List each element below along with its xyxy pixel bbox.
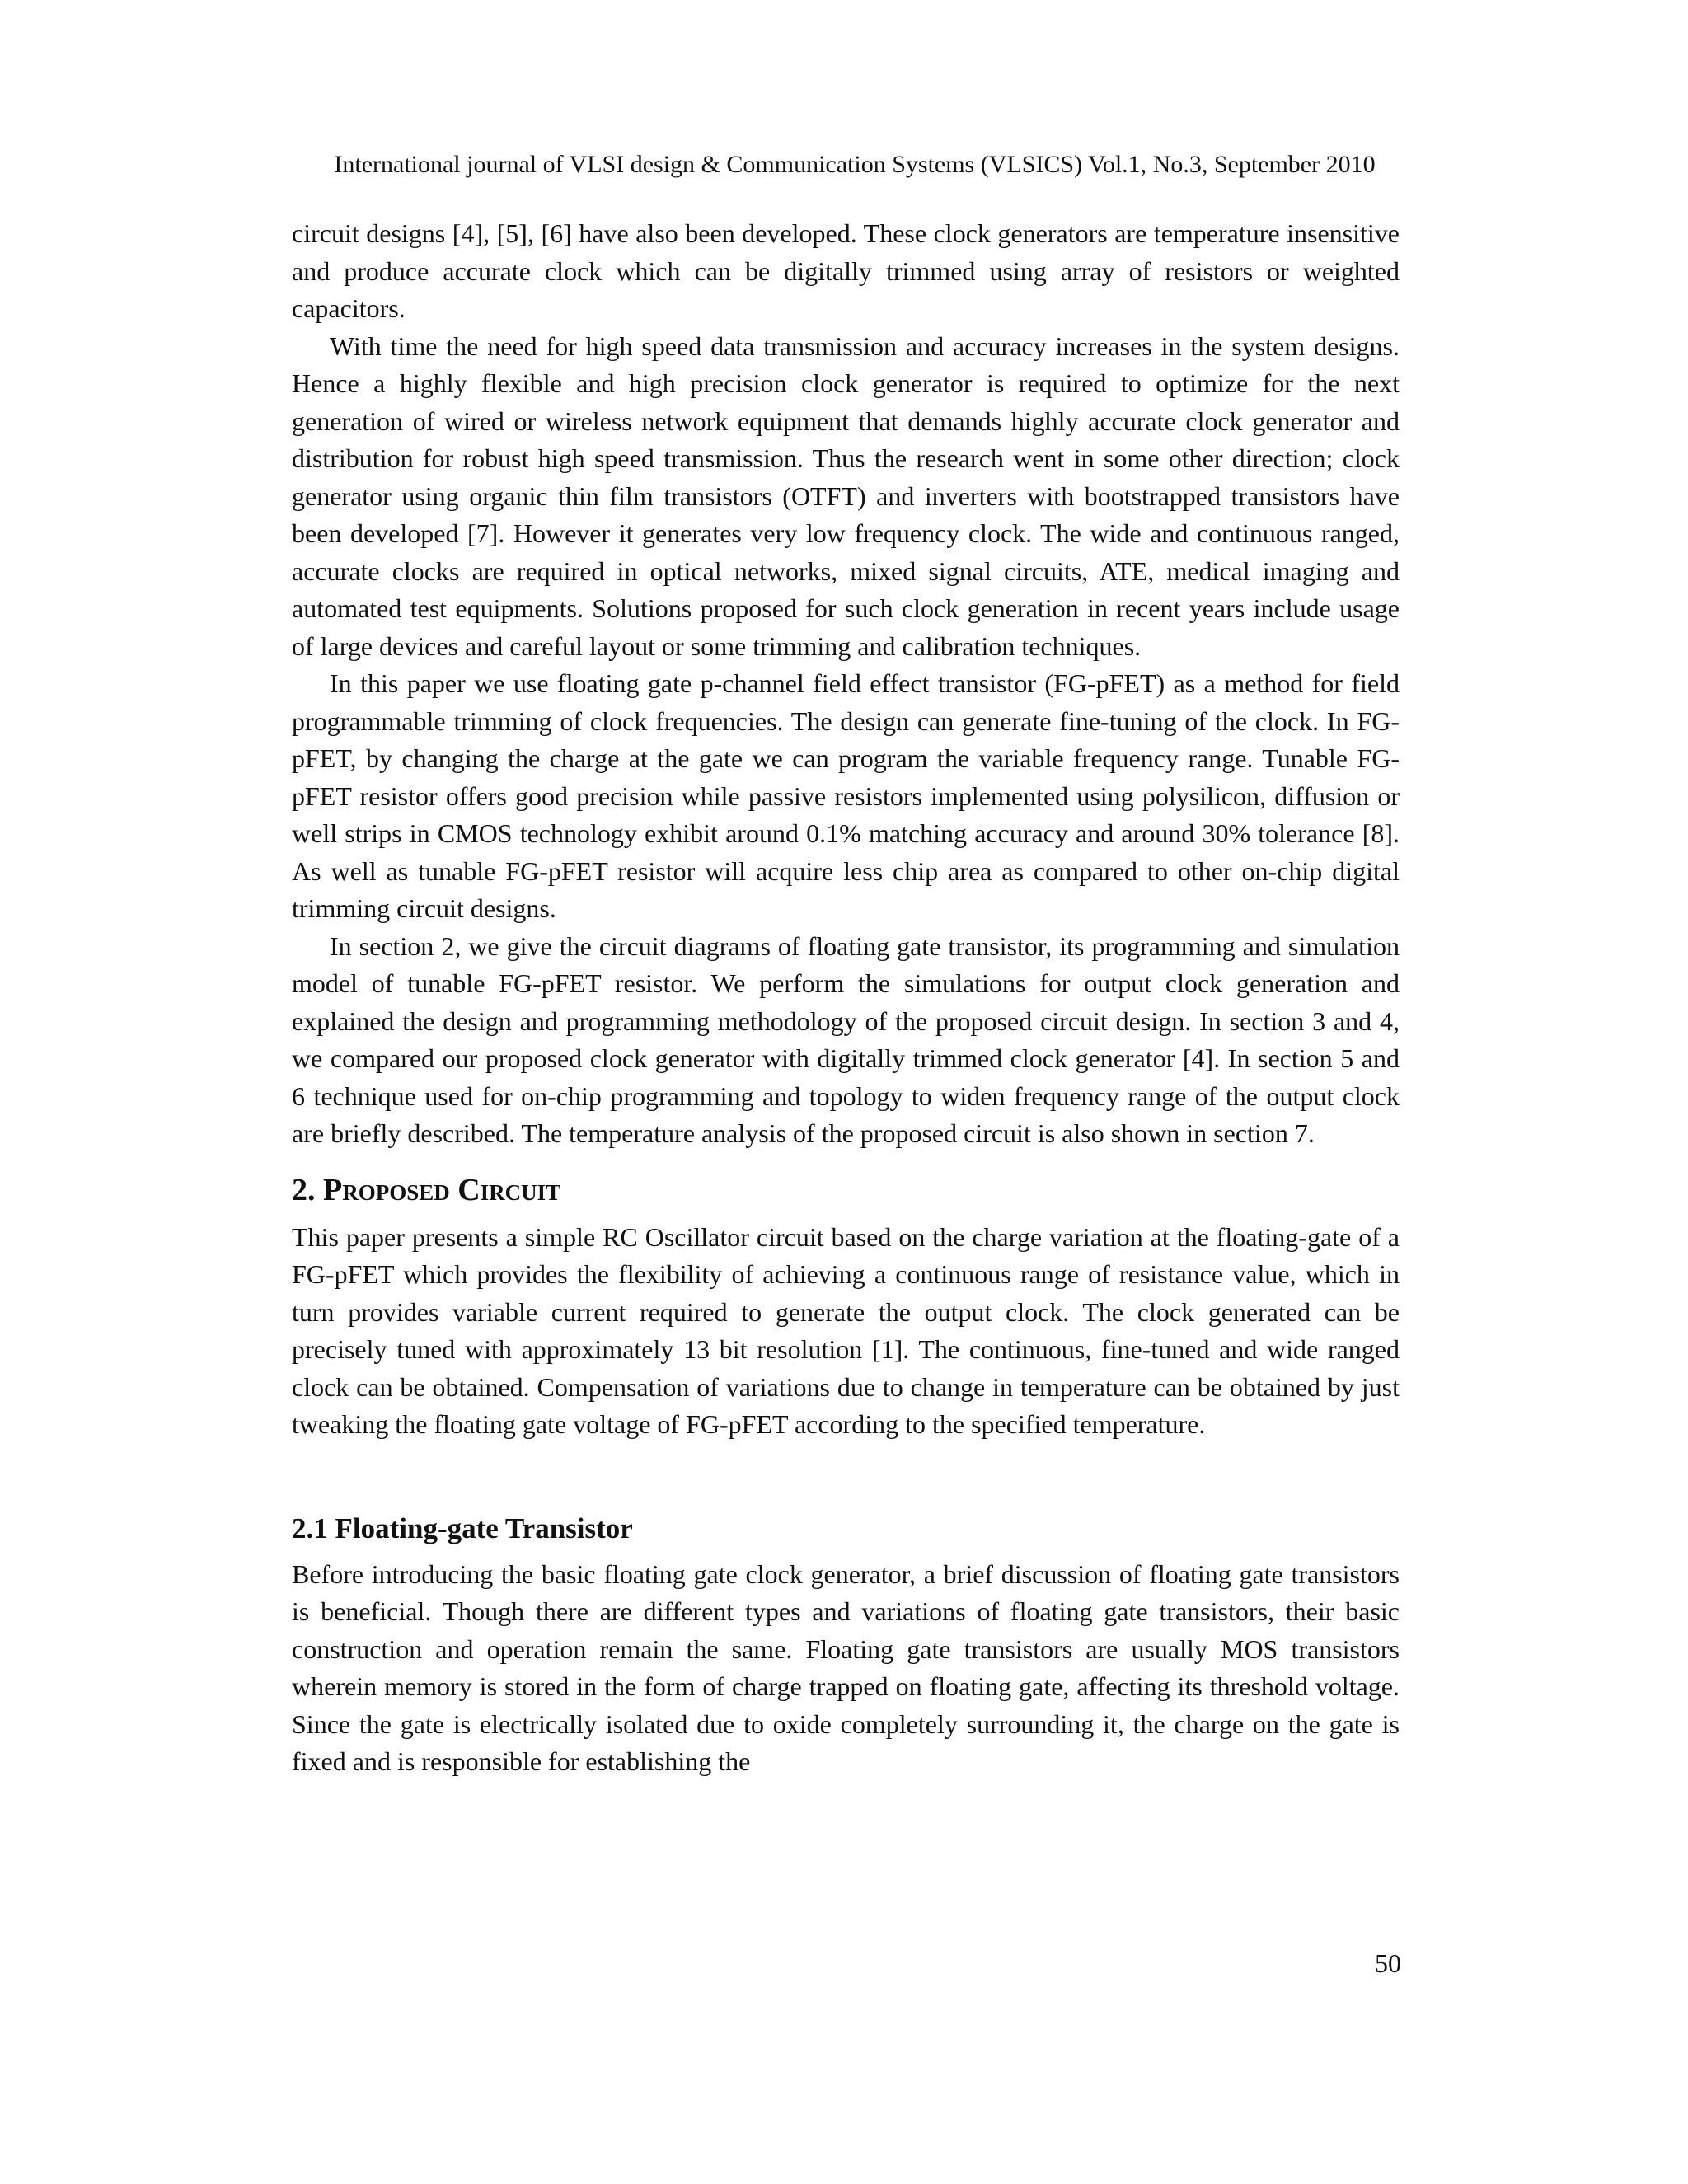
- intro-paragraph-3: In this paper we use floating gate p-channel field effect transistor (FG-pFET) as a method for field programmable trimming of clock frequencies. The design can generate fine-tuning of the clock. In FG-pFET, by changing the charge at the gate we can program the variable frequency range. Tunable FG-pFET resistor offers good precision while passive resistors implemented using polysilicon, diffusion or well strips in CMOS technology exhibit around 0.1% matching accuracy and around 30% tolerance [8]. As well as tunable FG-pFET resistor will acquire less chip area as compared to other on-chip digital trimming circuit designs.: [292, 668, 1400, 923]
- running-header: International journal of VLSI design & Communication Systems (VLSICS) Vol.1, No.3, September 2010: [334, 151, 1376, 178]
- page-number: 50: [1375, 1948, 1401, 1978]
- body-content: [292, 215, 1400, 1781]
- intro-paragraph-1: circuit designs [4], [5], [6] have also been developed. These clock generators are temperature insensitive and produce accurate clock which can be digitally trimmed using array of resistors or weighted capacitors.: [292, 218, 1400, 323]
- section-spacer: [292, 1444, 1400, 1508]
- intro-paragraph-2: With time the need for high speed data transmission and accuracy increases in the system designs. Hence a highly flexible and high precision clock generator is required to optimize for the next generation of wired or wireless network equipment that demands highly accurate clock generator and distribution for robust high speed transmission. Thus the research went in some other direction; clock generator using organic thin film transistors (OTFT) and inverters with bootstrapped transistors have been developed [7]. However it generates very low frequency clock. The wide and continuous ranged, accurate clocks are required in optical networks, mixed signal circuits, ATE, medical imaging and automated test equipments. Solutions proposed for such clock generation in recent years include usage of large devices and careful layout or some trimming and calibration techniques.: [292, 330, 1400, 661]
- section-2-paragraph: This paper presents a simple RC Oscillator circuit based on the charge variation at the floating-gate of a FG-pFET which provides the flexibility of achieving a continuous range of resistance value, which in turn provides variable current required to generate the output clock. The clock generated can be precisely tuned with approximately 13 bit resolution [1]. The continuous, fine-tuned and wide ranged clock can be obtained. Compensation of variations due to change in temperature can be obtained by just tweaking the floating gate voltage of FG-pFET according to the specified temperature.: [292, 1221, 1400, 1439]
- intro-paragraph-4: In section 2, we give the circuit diagrams of floating gate transistor, its programming and simulation model of tunable FG-pFET resistor. We perform the simulations for output clock generation and explained the design and programming methodology of the proposed circuit design. In section 3 and 4, we compared our proposed clock generator with digitally trimmed clock generator [4]. In section 5 and 6 technique used for on-chip programming and topology to widen frequency range of the output clock are briefly described. The temperature analysis of the proposed circuit is also shown in section 7.: [292, 930, 1400, 1148]
- section-2-1-paragraph: Before introducing the basic floating gate clock generator, a brief discussion of floating gate transistors is beneficial. Though there are different types and variations of floating gate transistors, their basic construction and operation remain the same. Floating gate transistors are usually MOS transistors wherein memory is stored in the form of charge trapped on floating gate, affecting its threshold voltage. Since the gate is electrically isolated due to oxide completely surrounding it, the charge on the gate is fixed and is responsible for establishing the: [292, 1558, 1400, 1776]
- subsection-heading-floating-gate-transistor: 2.1 Floating-gate Transistor: [292, 1511, 633, 1544]
- section-heading-proposed-circuit: 2. Proposed Circuit: [292, 1172, 561, 1207]
